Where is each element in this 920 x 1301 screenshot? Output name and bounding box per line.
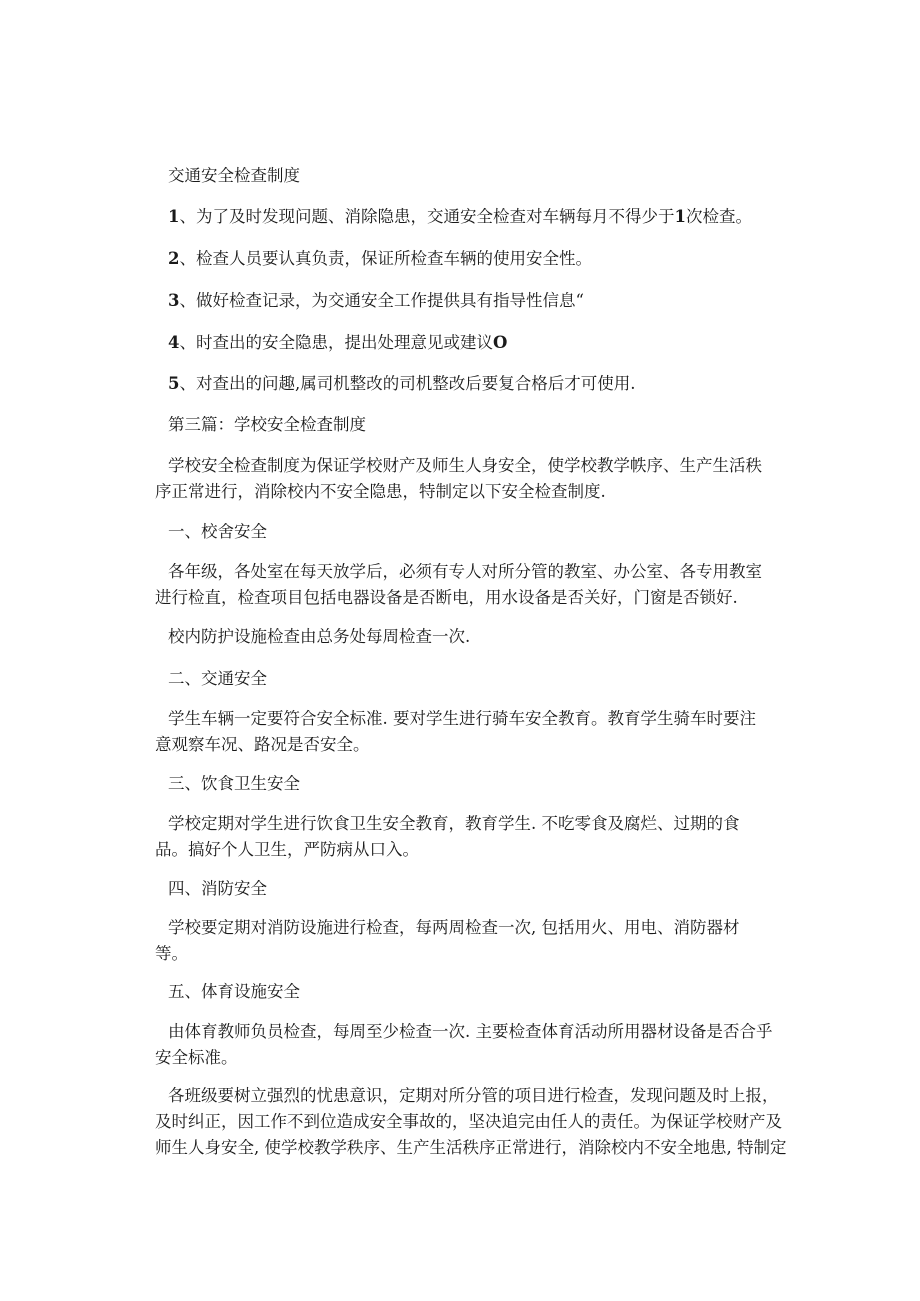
intro-paragraph	[155, 453, 762, 505]
section-heading: 三、饮食卫生安全	[168, 774, 300, 793]
paragraph	[155, 915, 740, 967]
section-heading: 四、消防安全	[168, 879, 267, 898]
doc-title: 交通安全检查制度	[168, 166, 300, 185]
paragraph-line: 学校安全检查制度为保证学校财产及师生人身安全，使学校教学帙序、生产生活秩	[168, 456, 762, 475]
list-item	[168, 330, 507, 356]
paragraph-line: 由体育教师负员检查，每周至少检查一次. 主要检查体育活动所用器材设备是否合乎	[168, 1022, 773, 1041]
paragraph	[155, 1083, 787, 1161]
paragraph-line: 学生车辆一定要符合安全标准. 要对学生进行骑车安全教育。教育学生骑车时要注	[168, 709, 756, 728]
list-item	[168, 246, 592, 272]
section-heading: 五、体育设施安全	[168, 982, 300, 1001]
item-number: 2	[168, 249, 180, 268]
section-title: 第三篇：学校安全检査制度	[168, 415, 366, 434]
item-text: 、检查人员要认真负责，保证所检查车辆的使用安全性。	[179, 249, 592, 268]
item-number: 3	[168, 291, 180, 310]
item-text: 、时查出的安全隐患，提出处理意见或建议	[179, 333, 493, 352]
item-text: 、对查出的问趣,属司机整改的司机整改后要复合格后才可使用.	[179, 374, 636, 393]
item-text: 、做好检查记录，为交通安全工作提供具有指导性信息“	[179, 291, 584, 310]
paragraph-line: 意观察车况、路况是否安全。	[155, 735, 370, 754]
paragraph	[155, 706, 756, 758]
paragraph-line: 等。	[155, 944, 188, 963]
paragraph	[155, 559, 762, 611]
list-item	[168, 371, 635, 397]
list-item	[168, 288, 584, 314]
paragraph: 校内防护设施检查由总务处每周检查一次.	[168, 627, 471, 646]
paragraph-line: 学校要定期对消防设施进行检查，每两周检查一次, 包括用火、用电、消防器材	[168, 918, 740, 937]
item-bold-number: 1	[674, 207, 686, 226]
paragraph-line: 安全标准。	[155, 1048, 238, 1067]
item-number: 5	[168, 374, 180, 393]
paragraph-line: 品。搞好个人卫生，严防病从口入。	[155, 840, 419, 859]
paragraph-line: 各年级，各处室在每天放学后，必须有专人对所分管的教室、办公室、各专用教室	[168, 562, 762, 581]
item-number: 1	[168, 207, 180, 226]
list-item	[168, 204, 752, 230]
paragraph-line: 序正常进行，消除校内不安全隐患，特制定以下安全检查制度.	[155, 482, 606, 501]
item-tail: 次检查。	[685, 207, 752, 226]
paragraph-line: 进行检直，检查项目包括电器设备是否断电，用水设备是否关好，门窗是否锁好.	[155, 588, 738, 607]
paragraph	[155, 811, 740, 863]
paragraph-line: 及时纠正，因工作不到位造成安全事故的，坚决追完由任人的责任。为保证学校财产及	[155, 1112, 782, 1131]
item-text: 、为了及时发现问题、消除隐患，交通安全检查对车辆每月不得少于	[179, 207, 675, 226]
item-number: 4	[168, 333, 180, 352]
section-heading: 二、交通安全	[168, 669, 267, 688]
item-bold-letter: O	[492, 333, 508, 352]
paragraph-line: 师生人身安全, 使学校教学秩序、生产生活秩序正常进行，消除校内不安全地患, 特制定	[155, 1138, 787, 1157]
paragraph-line: 各班级要树立强烈的忧患意识，定期对所分管的项目进行检查，发现问题及时上报，	[168, 1086, 779, 1105]
paragraph	[155, 1019, 773, 1071]
paragraph-line: 学校定期对学生进行饮食卫生安全教育，教育学生. 不吃零食及腐烂、过期的食	[168, 814, 740, 833]
section-heading: 一、校舍安全	[168, 522, 267, 541]
